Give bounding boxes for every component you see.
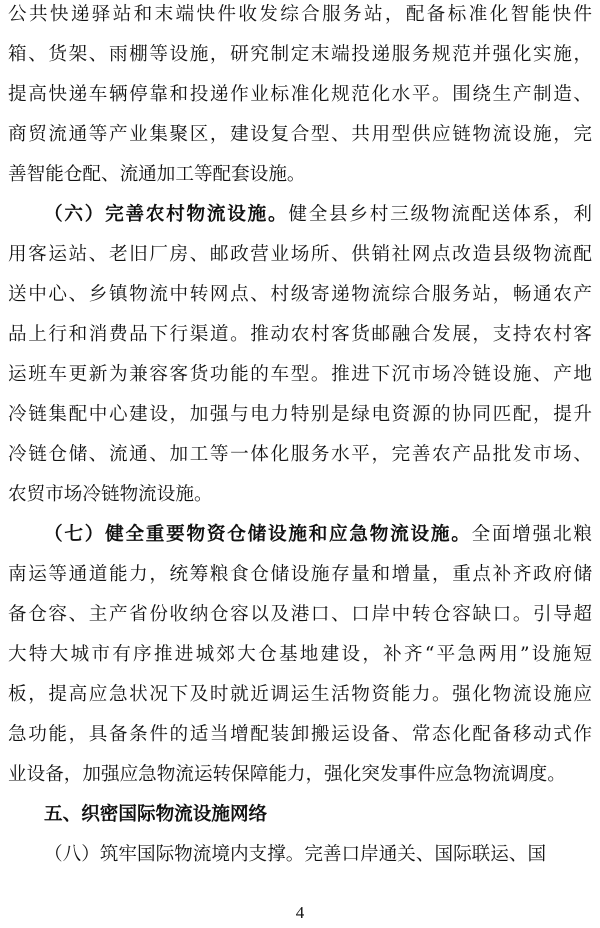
text-line: 品上行和消费品下行渠道。推动农村客货邮融合发展，支持农村客 [8, 324, 592, 345]
text-run: 完善口岸通关、国际联运、国 [304, 844, 547, 865]
text-line: 运班车更新为兼容客货功能的车型。推进下沉市场冷链设施、产地 [8, 364, 592, 385]
text-line: 送中心、乡镇物流中转网点、村级寄递物流综合服务站，畅通农产 [8, 284, 592, 305]
text-line: 板，提高应急状况下及时就近调运生活物资能力。强化物流设施应 [8, 684, 592, 705]
text-line: 农贸市场冷链物流设施。 [8, 484, 213, 505]
subsection-heading: （八）筑牢国际物流境内支撑。 [44, 844, 305, 865]
text-line: 冷链仓储、流通、加工等一体化服务水平，完善农产品批发市场、 [8, 444, 592, 465]
text-line: 备仓容、主产省份收纳仓容以及港口、口岸中转仓容缺口。引导超 [8, 604, 592, 625]
page-number: 4 [295, 903, 305, 922]
text-line: 用客运站、老旧厂房、邮政营业场所、供销社网点改造县级物流配 [8, 244, 592, 265]
section-heading: 五、织密国际物流设施网络 [44, 804, 268, 825]
text-run: 全面增强北粮 [471, 524, 592, 545]
text-run: 健全县乡村三级物流配送体系，利 [288, 204, 592, 225]
text-line: 善智能仓配、流通加工等配套设施。 [8, 164, 306, 185]
text-line: 箱、货架、雨棚等设施，研究制定末端投递服务规范并强化实施， [8, 44, 592, 65]
text-line: 冷链集配中心建设，加强与电力特别是绿电资源的协同匹配，提升 [8, 404, 592, 425]
paragraph-first-line [44, 523, 592, 547]
text-line: 大特大城市有序推进城郊大仓基地建设，补齐“平急两用”设施短 [8, 644, 592, 665]
subsection-heading: （七）健全重要物资仓储设施和应急物流设施。 [44, 524, 472, 545]
text-line: 业设备，加强应急物流运转保障能力，强化突发事件应急物流调度。 [8, 764, 566, 785]
text-line: 南运等通道能力，统筹粮食仓储设施存量和增量，重点补齐政府储 [8, 564, 592, 585]
text-line: 急功能，具备条件的适当增配装卸搬运设备、常态化配备移动式作 [8, 724, 592, 745]
text-line: 商贸流通等产业集聚区，建设复合型、共用型供应链物流设施，完 [8, 124, 592, 145]
subsection-heading: （六）完善农村物流设施。 [44, 204, 289, 225]
paragraph-first-line [44, 843, 592, 867]
text-line: 提高快递车辆停靠和投递作业标准化规范化水平。围绕生产制造、 [8, 84, 592, 105]
text-line: 公共快递驿站和末端快件收发综合服务站，配备标准化智能快件 [8, 4, 592, 25]
paragraph-first-line [44, 203, 592, 227]
